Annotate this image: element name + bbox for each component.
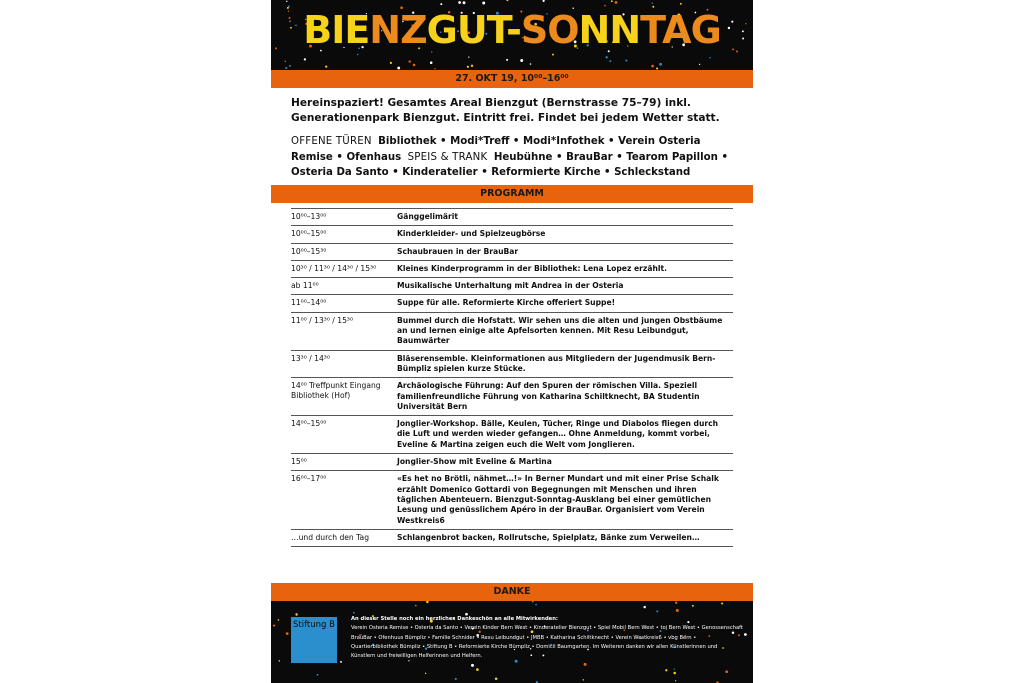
- confetti-dot: [674, 669, 675, 670]
- program-description: Suppe für alle. Reformierte Kirche offeriert Suppe!: [397, 298, 616, 308]
- confetti-dot: [440, 3, 442, 5]
- title-letter: S: [520, 8, 548, 52]
- confetti-dot: [317, 674, 319, 676]
- confetti-dot: [353, 612, 355, 614]
- confetti-dot: [495, 677, 498, 680]
- confetti-dot: [430, 61, 433, 64]
- confetti-dot: [542, 0, 544, 2]
- confetti-dot: [675, 680, 676, 681]
- program-time: 15⁰⁰: [291, 457, 307, 467]
- confetti-dot: [535, 604, 537, 606]
- program-row: [291, 261, 733, 278]
- program-description: Bummel durch die Hofstatt. Wir sehen uns die alten und jungen Obstbäume an und lernen einige alte Apfelsorten kennen. Mit Resu Leibundgut, Baumwärter: [397, 315, 723, 346]
- program-row: [291, 416, 733, 454]
- confetti-dot: [530, 63, 532, 65]
- confetti-dot: [286, 632, 289, 635]
- confetti-dot: [340, 661, 342, 663]
- poster: [271, 0, 753, 683]
- thanks-text: [351, 615, 743, 661]
- confetti-dot: [471, 664, 474, 667]
- title-letter: -: [506, 8, 521, 52]
- confetti-dot: [583, 679, 584, 680]
- confetti-dot: [552, 54, 554, 56]
- program-row: [291, 313, 733, 351]
- confetti-dot: [463, 1, 466, 4]
- program-row: [291, 530, 733, 547]
- title-letter: N: [578, 8, 610, 52]
- confetti-dot: [676, 609, 679, 612]
- open-doors-label: OFFENE TÜREN: [291, 136, 372, 147]
- thanks-body: Verein Osteria Remise • Osteria da Santo • Verein Kinder Bern West • Kinderatelier Bienzgut • Spiel Mobil Bern West • toj Bern West • Genossenschaft BrauBar • Ofenhuus Bümpliz • Familie Schnider • Resu Leibundgut • JMBB • Katharina Schiltknecht • Verein Westkreis6 • vbg Bern • Quartierbibliothek Bümpliz • Stiftung B • Reformierte Kirche Bümpliz • Domicil Baumgarten. Im Weiteren danken wir allen Künstlerinnen und Künstlern und freiwilligen Helferinnen und Helfern.: [351, 625, 743, 660]
- title-letter: T: [640, 8, 663, 52]
- program-description: Jonglier-Show mit Eveline & Martina: [397, 457, 552, 467]
- program-header-label: PROGRAMM: [480, 188, 544, 199]
- confetti-dot: [692, 605, 694, 607]
- program-row: [291, 351, 733, 379]
- confetti-dot: [611, 0, 613, 2]
- program-time: …und durch den Tag: [291, 532, 370, 542]
- thanks-band: [271, 601, 753, 683]
- open-doors: [291, 134, 741, 181]
- confetti-dot: [604, 5, 606, 7]
- title-band: [271, 0, 753, 70]
- confetti-dot: [304, 58, 306, 60]
- confetti-dot: [665, 669, 667, 671]
- confetti-dot: [325, 65, 327, 67]
- program-time: 11⁰⁰ / 13³⁰ / 15³⁰: [291, 315, 354, 325]
- open-doors-items: Bibliothek • Modi*Treff • Modi*Infothek • Verein Osteria Remise • Ofenhaus: [291, 136, 701, 163]
- program-row: [291, 226, 733, 243]
- program-description: Jonglier-Workshop. Bälle, Keulen, Tücher, Ringe und Diabolos fliegen durch die Luft und werden wieder gefangen… Ohne Anmeldung, kommt vorbei, Eveline & Martina zeigen euch die Welt vom Jonglieren.: [397, 419, 719, 449]
- confetti-dot: [409, 60, 411, 62]
- program-time: 13³⁰ / 14³⁰: [291, 353, 330, 363]
- confetti-dot: [279, 660, 280, 661]
- program-description: «Es het no Brötli, nähmet…!» In Berner Mundart und mit einer Prise Schalk erzählt Domenico Gottardi von Begegnungen mit Menschen und ihren täglichen Abenteuern. Bienzgut-Sonntag-Ausklang bei einer gemütlichen Lesung und genüsslichem Apéro in der BrauBar. Organisiert vom Verein Westkreis6: [397, 474, 719, 525]
- confetti-dot: [286, 1, 287, 2]
- stiftung-b-logo: [291, 617, 337, 663]
- confetti-dot: [656, 610, 658, 612]
- confetti-dot: [721, 602, 723, 604]
- title-letter: E: [344, 8, 370, 52]
- title-letter: A: [662, 8, 691, 52]
- confetti-dot: [482, 2, 485, 5]
- program-description: Gänggelimärit: [397, 212, 459, 221]
- program-row: [291, 244, 733, 261]
- program-row: [291, 471, 733, 529]
- thanks-heading: An dieser Stelle noch ein herzliches Dankeschön an alle Mitwirkenden:: [351, 616, 558, 622]
- intro-text: Hereinspaziert! Gesamtes Areal Bienzgut (Bernstrasse 75–79) inkl. Generationenpark Bienzgut. Eintritt frei. Findet bei jedem Wetter statt.: [291, 97, 720, 124]
- title-letter: Z: [400, 8, 427, 52]
- title-letter: N: [369, 8, 401, 52]
- confetti-dot: [289, 65, 291, 67]
- confetti-dot: [425, 673, 427, 675]
- program-time: 10⁰⁰–15³⁰: [291, 246, 327, 256]
- program-row: [291, 295, 733, 312]
- program-description: Schaubrauen in der BrauBar: [397, 246, 519, 256]
- confetti-dot: [744, 633, 747, 636]
- confetti-dot: [415, 605, 417, 607]
- confetti-dot: [476, 668, 479, 671]
- confetti-dot: [680, 3, 682, 5]
- title-letter: I: [331, 8, 345, 52]
- confetti-dot: [625, 59, 627, 61]
- title-letter: N: [609, 8, 641, 52]
- thanks-header-label: DANKE: [493, 586, 531, 597]
- confetti-dot: [532, 601, 534, 602]
- confetti-dot: [675, 602, 677, 604]
- program-table: [291, 208, 733, 547]
- food-items: Heubühne • BrauBar • Tearom Papillon • Osteria Da Santo • Kinderatelier • Reformierte Kirche • Schleckstand: [291, 151, 728, 178]
- confetti-dot: [709, 57, 710, 58]
- program-row: [291, 278, 733, 295]
- title-letter: O: [547, 8, 579, 52]
- program-time: 10⁰⁰–15⁰⁰: [291, 229, 327, 239]
- program-time: 10³⁰ / 11³⁰ / 14³⁰ / 15³⁰: [291, 263, 377, 273]
- confetti-dot: [426, 601, 428, 603]
- thanks-header: [271, 583, 753, 601]
- title-letter: B: [303, 8, 332, 52]
- confetti-dot: [584, 663, 587, 666]
- program-row: [291, 378, 733, 416]
- title-letter: T: [486, 8, 507, 52]
- confetti-dot: [357, 54, 358, 55]
- confetti-dot: [506, 0, 508, 1]
- confetti-dot: [458, 1, 461, 4]
- program-time: 11⁰⁰–14⁰⁰: [291, 298, 327, 308]
- confetti-dot: [609, 60, 611, 62]
- program-description: Kinderkleider- und Spielzeugbörse: [397, 229, 546, 239]
- confetti-dot: [652, 2, 653, 3]
- confetti-dot: [643, 606, 645, 608]
- program-time: 16⁰⁰–17⁰⁰: [291, 474, 327, 484]
- program-row: [291, 208, 733, 226]
- confetti-dot: [295, 613, 297, 615]
- program-description: Bläserensemble. Kleinformationen aus Mitgliedern der Jugendmusik Bern-Bümpliz spielen kurze Stücke.: [397, 353, 716, 373]
- confetti-dot: [285, 67, 287, 69]
- confetti-dot: [390, 62, 392, 64]
- program-time: 10⁰⁰–13⁰⁰: [291, 212, 327, 221]
- confetti-dot: [659, 63, 662, 66]
- confetti-dot: [455, 678, 457, 680]
- program-description: Kleines Kinderprogramm in der Bibliothek: Lena Lopez erzählt.: [397, 263, 667, 273]
- logo-text: Stiftung B: [293, 620, 335, 630]
- poster-title: [271, 8, 753, 52]
- confetti-dot: [273, 625, 275, 627]
- program-time: 14⁰⁰ Treffpunkt Eingang Bibliothek (Hof): [291, 381, 381, 401]
- program-description: Schlangenbrot backen, Rollrutsche, Spielplatz, Bänke zum Verweilen…: [397, 532, 700, 542]
- program-description: Archäologische Führung: Auf den Spuren der römischen Villa. Speziell familienfreundliche Führung von Katharina Schiltknecht, BA Studentin Universität Bern: [397, 381, 700, 411]
- program-description: Musikalische Unterhaltung mit Andrea in der Osteria: [397, 281, 624, 291]
- date-bar: [271, 70, 753, 88]
- confetti-dot: [278, 619, 280, 621]
- confetti-dot: [471, 65, 473, 67]
- confetti-dot: [651, 65, 654, 68]
- confetti-dot: [699, 64, 700, 65]
- confetti-dot: [506, 59, 508, 61]
- confetti-dot: [520, 59, 523, 62]
- confetti-dot: [397, 67, 400, 70]
- program-time: ab 11⁰⁰: [291, 281, 319, 291]
- confetti-dot: [725, 670, 728, 673]
- confetti-dot: [615, 1, 618, 4]
- confetti-dot: [413, 64, 416, 67]
- confetti-dot: [467, 66, 469, 68]
- confetti-dot: [673, 672, 676, 675]
- confetti-dot: [606, 56, 608, 58]
- confetti-dot: [285, 61, 287, 63]
- confetti-dot: [468, 56, 469, 57]
- program-row: [291, 454, 733, 471]
- program-time: 14⁰⁰–15⁰⁰: [291, 419, 327, 429]
- date-label: 27. OKT 19, 10⁰⁰–16⁰⁰: [455, 73, 569, 84]
- title-letter: G: [426, 8, 457, 52]
- title-letter: U: [456, 8, 487, 52]
- food-label: SPEIS & TRANK: [407, 151, 488, 163]
- title-letter: G: [690, 8, 721, 52]
- program-header: [271, 185, 753, 203]
